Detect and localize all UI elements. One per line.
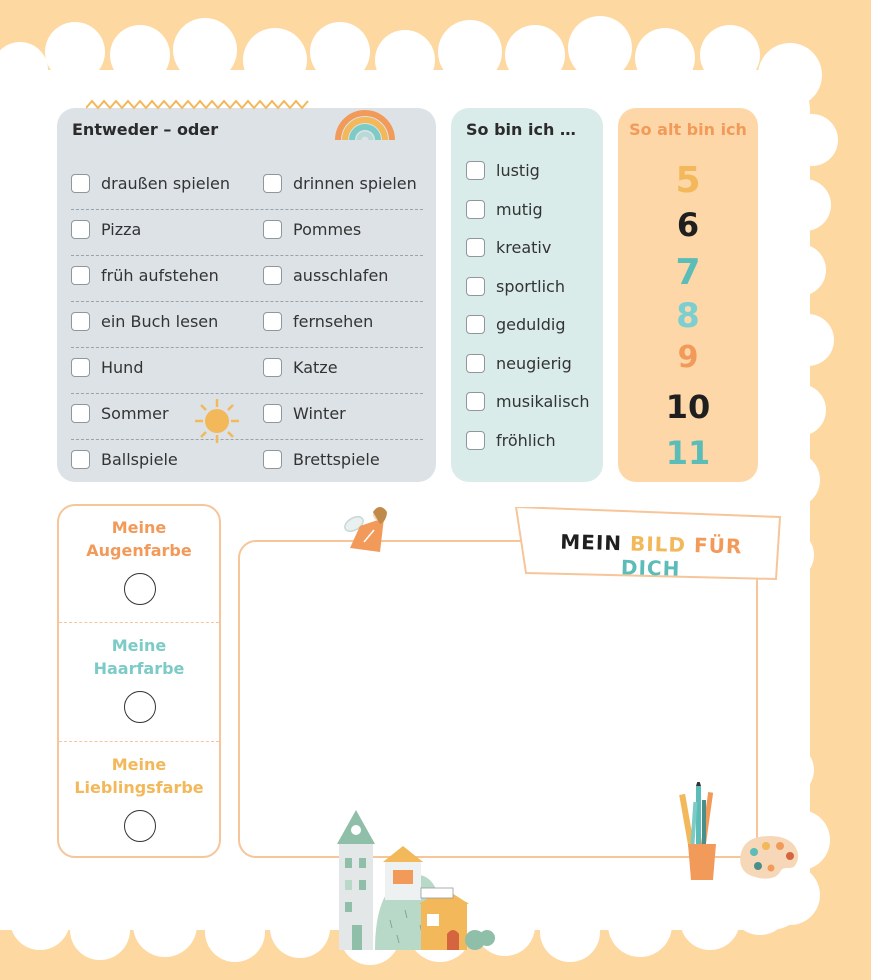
paint-palette-icon (738, 834, 802, 880)
option-label: Ballspiele (101, 449, 178, 469)
either-or-row (71, 256, 423, 302)
pencil-cup-icon (676, 782, 724, 882)
either-or-row (71, 348, 423, 394)
eye-color-circle[interactable] (124, 573, 156, 605)
option-label: drinnen spielen (293, 173, 417, 193)
fav-label-line2: Lieblingsfarbe (74, 778, 204, 797)
option-label: Hund (101, 357, 144, 377)
trait-option[interactable] (466, 313, 566, 335)
fav-label (59, 753, 219, 799)
option-label: Brettspiele (293, 449, 380, 469)
either-or-row (71, 302, 423, 348)
zigzag-decoration (86, 98, 310, 112)
trait-option[interactable] (466, 236, 551, 258)
trait-label: geduldig (496, 314, 566, 334)
option-label: ausschlafen (293, 265, 389, 285)
fav-label-line2: Haarfarbe (93, 659, 185, 678)
age-number[interactable]: 11 (665, 434, 711, 472)
option-label: fernsehen (293, 311, 374, 331)
fav-label (59, 634, 219, 680)
checkbox[interactable] (71, 174, 90, 193)
trait-label: musikalisch (496, 391, 590, 411)
checkbox[interactable] (263, 450, 282, 469)
sun-icon (193, 397, 241, 445)
fav-label-line1: Meine (111, 755, 167, 774)
fav-label-line2: Augenfarbe (86, 541, 192, 560)
houses-icon (335, 810, 500, 955)
trait-label: sportlich (496, 276, 565, 296)
checkbox[interactable] (263, 220, 282, 239)
either-option-right[interactable] (263, 394, 346, 432)
either-option-left[interactable] (71, 394, 169, 432)
either-option-left[interactable] (71, 256, 219, 294)
banner-word: FÜR (693, 533, 743, 559)
checkbox[interactable] (263, 404, 282, 423)
checkbox[interactable] (263, 358, 282, 377)
age-number[interactable]: 6 (676, 206, 700, 244)
checkbox[interactable] (263, 266, 282, 285)
either-or-row (71, 440, 423, 486)
fav-label (59, 516, 219, 562)
checkbox[interactable] (71, 450, 90, 469)
either-option-left[interactable] (71, 348, 143, 386)
option-label: draußen spielen (101, 173, 231, 193)
age-number[interactable]: 9 (677, 340, 699, 375)
fav-label-line1: Meine (111, 636, 167, 655)
hair-color-circle[interactable] (124, 691, 156, 723)
either-option-left[interactable] (71, 440, 178, 478)
checkbox[interactable] (466, 431, 485, 450)
checkbox[interactable] (71, 220, 90, 239)
checkbox[interactable] (466, 277, 485, 296)
checkbox[interactable] (71, 404, 90, 423)
either-option-right[interactable] (263, 302, 373, 340)
checkbox[interactable] (71, 358, 90, 377)
checkbox[interactable] (466, 200, 485, 219)
trait-option[interactable] (466, 429, 556, 451)
trait-label: neugierig (496, 353, 572, 373)
trait-label: kreativ (496, 237, 552, 257)
dashed-divider (59, 741, 219, 742)
favorite-color-circle[interactable] (124, 810, 156, 842)
age-number[interactable]: 10 (665, 388, 711, 426)
checkbox[interactable] (466, 161, 485, 180)
trait-option[interactable] (466, 159, 540, 181)
dashed-divider (59, 622, 219, 623)
trait-option[interactable] (466, 390, 589, 412)
either-option-left[interactable] (71, 210, 141, 248)
banner-word: MEIN (560, 529, 631, 556)
trait-option[interactable] (466, 198, 543, 220)
option-label: Pommes (293, 219, 362, 239)
angel-icon (340, 500, 396, 558)
either-option-right[interactable] (263, 256, 388, 294)
so-bin-ich-panel (451, 108, 603, 482)
so-bin-ich-title: So bin ich … (466, 120, 576, 139)
checkbox[interactable] (466, 392, 485, 411)
trait-option[interactable] (466, 275, 565, 297)
age-number[interactable]: 7 (675, 252, 701, 293)
option-label: früh aufstehen (101, 265, 219, 285)
checkbox[interactable] (71, 312, 90, 331)
age-title: So alt bin ich (629, 120, 747, 139)
either-option-right[interactable] (263, 164, 417, 202)
either-or-title: Entweder – oder (72, 120, 219, 139)
banner-word: BILD (629, 531, 695, 558)
either-option-right[interactable] (263, 210, 361, 248)
checkbox[interactable] (466, 354, 485, 373)
checkbox[interactable] (263, 312, 282, 331)
either-or-panel (57, 108, 436, 482)
trait-label: mutig (496, 199, 543, 219)
banner-word: DICH (620, 555, 681, 581)
option-label: Sommer (101, 403, 169, 423)
checkbox[interactable] (466, 238, 485, 257)
either-option-right[interactable] (263, 348, 338, 386)
age-number[interactable]: 5 (675, 160, 701, 201)
fav-label-line1: Meine (111, 518, 167, 537)
trait-option[interactable] (466, 352, 572, 374)
trait-label: lustig (496, 160, 540, 180)
either-or-row (71, 394, 423, 440)
checkbox[interactable] (466, 315, 485, 334)
either-or-row (71, 164, 423, 210)
option-label: Katze (293, 357, 338, 377)
option-label: ein Buch lesen (101, 311, 219, 331)
either-option-right[interactable] (263, 440, 380, 478)
trait-label: fröhlich (496, 430, 556, 450)
rainbow-icon (332, 96, 398, 142)
checkbox[interactable] (263, 174, 282, 193)
option-label: Winter (293, 403, 346, 423)
either-option-left[interactable] (71, 302, 218, 340)
age-panel (618, 108, 758, 482)
either-option-left[interactable] (71, 164, 230, 202)
favorite-colors-panel (57, 504, 221, 858)
age-number[interactable]: 8 (676, 296, 700, 336)
banner-title (544, 529, 757, 583)
either-or-row (71, 210, 423, 256)
checkbox[interactable] (71, 266, 90, 285)
option-label: Pizza (101, 219, 142, 239)
